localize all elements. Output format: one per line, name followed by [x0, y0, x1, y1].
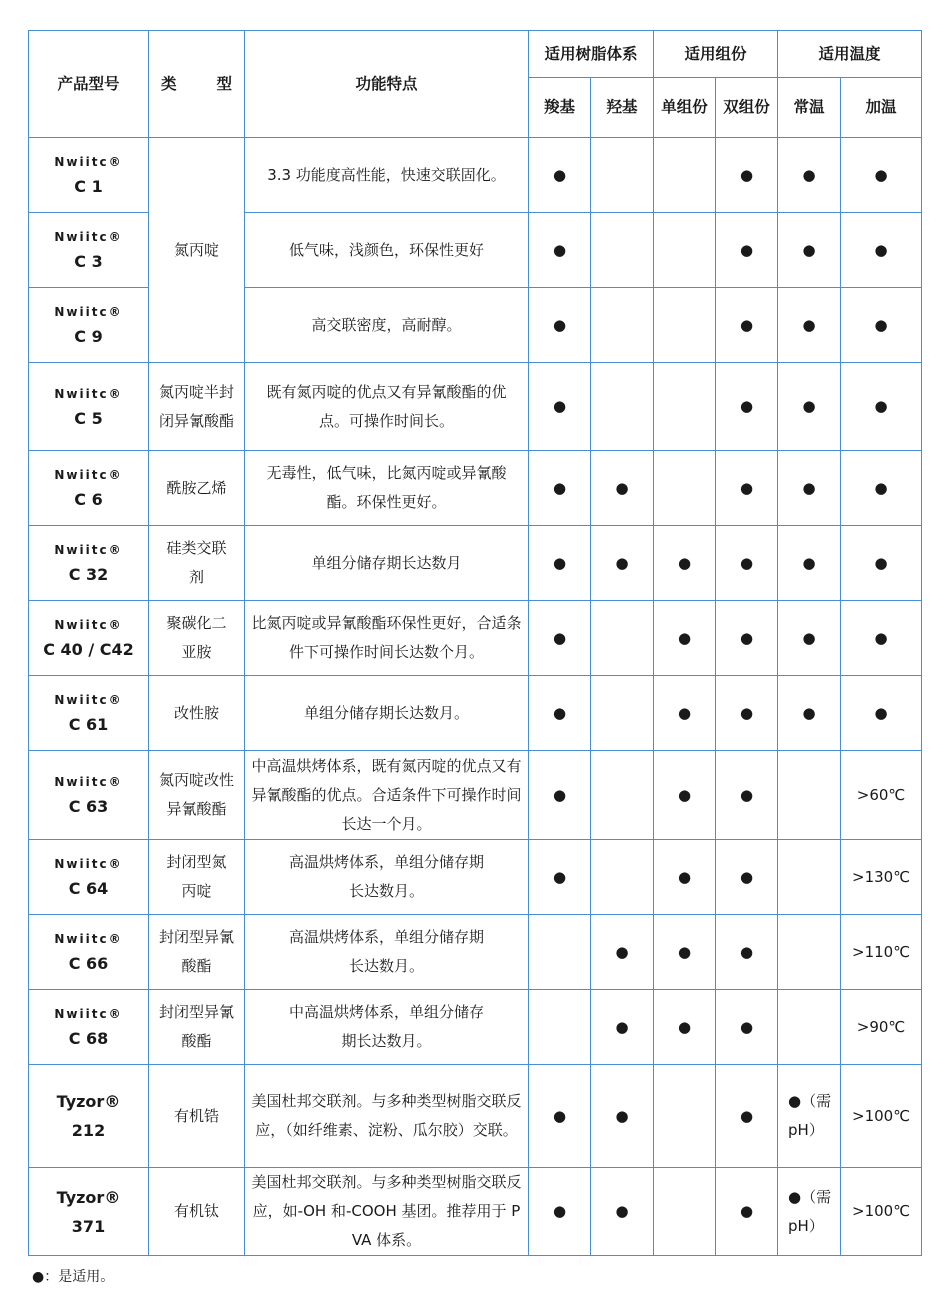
model-cell: Nwiitc® C 6	[29, 451, 149, 526]
header-single: 单组份	[654, 78, 716, 138]
table-row	[29, 363, 922, 451]
type-cell: 聚碳化二亚胺	[149, 601, 245, 676]
model-cell: Nwiitc® C 1	[29, 138, 149, 213]
feature-cell: 美国杜邦交联剂。与多种类型树脂交联反应，（如纤维素、淀粉、瓜尔胶）交联。	[245, 1065, 529, 1168]
hydroxyl-cell	[591, 676, 654, 751]
carboxyl-cell: ●	[529, 840, 591, 915]
header-model: 产品型号	[29, 31, 149, 138]
model-cell: Nwiitc® C 61	[29, 676, 149, 751]
carboxyl-cell: ●	[529, 676, 591, 751]
hydroxyl-cell	[591, 138, 654, 213]
feature-cell: 既有氮丙啶的优点又有异氰酸酯的优点。可操作时间长。	[245, 363, 529, 451]
hydroxyl-cell: ●	[591, 1065, 654, 1168]
type-cell: 氮丙啶	[149, 138, 245, 363]
single-cell	[654, 1065, 716, 1168]
model-cell: Nwiitc® C 64	[29, 840, 149, 915]
carboxyl-cell: ●	[529, 451, 591, 526]
carboxyl-cell: ●	[529, 288, 591, 363]
double-cell: ●	[716, 1065, 778, 1168]
carboxyl-cell: ●	[529, 213, 591, 288]
hydroxyl-cell: ●	[591, 526, 654, 601]
double-cell: ●	[716, 840, 778, 915]
header-row-1	[29, 31, 922, 78]
header-carboxyl: 羧基	[529, 78, 591, 138]
normal-temp-cell: ●	[778, 451, 841, 526]
header-type: 类 型	[149, 31, 245, 138]
normal-temp-cell: ●（需pH）	[778, 1168, 841, 1256]
feature-cell: 美国杜邦交联剂。与多种类型树脂交联反应，如-OH 和-COOH 基团。推荐用于 PVA 体系。	[245, 1168, 529, 1256]
header-feature: 功能特点	[245, 31, 529, 138]
feature-cell: 低气味，浅颜色，环保性更好	[245, 213, 529, 288]
double-cell: ●	[716, 676, 778, 751]
feature-cell: 高温烘烤体系，单组分储存期长达数月。	[245, 915, 529, 990]
heating-cell: ●	[841, 213, 922, 288]
heating-cell: >110℃	[841, 915, 922, 990]
carboxyl-cell: ●	[529, 526, 591, 601]
double-cell: ●	[716, 526, 778, 601]
type-cell: 改性胺	[149, 676, 245, 751]
heating-cell: ●	[841, 526, 922, 601]
single-cell: ●	[654, 915, 716, 990]
hydroxyl-cell	[591, 601, 654, 676]
hydroxyl-cell	[591, 213, 654, 288]
carboxyl-cell: ●	[529, 1168, 591, 1256]
header-resin-group: 适用树脂体系	[529, 31, 654, 78]
type-cell: 封闭型异氰酸酯	[149, 990, 245, 1065]
heating-cell: >60℃	[841, 751, 922, 840]
normal-temp-cell: ●	[778, 363, 841, 451]
model-cell: Nwiitc® C 5	[29, 363, 149, 451]
single-cell	[654, 138, 716, 213]
hydroxyl-cell	[591, 751, 654, 840]
model-cell: Nwiitc® C 32	[29, 526, 149, 601]
single-cell	[654, 213, 716, 288]
type-cell: 有机钛	[149, 1168, 245, 1256]
carboxyl-cell: ●	[529, 1065, 591, 1168]
hydroxyl-cell: ●	[591, 1168, 654, 1256]
heating-cell: >90℃	[841, 990, 922, 1065]
normal-temp-cell: ●	[778, 138, 841, 213]
feature-cell: 3.3 功能度高性能，快速交联固化。	[245, 138, 529, 213]
header-component-group: 适用组份	[654, 31, 778, 78]
table-row	[29, 1168, 922, 1256]
carboxyl-cell	[529, 990, 591, 1065]
hydroxyl-cell	[591, 840, 654, 915]
heating-cell: ●	[841, 138, 922, 213]
feature-cell: 单组分储存期长达数月	[245, 526, 529, 601]
double-cell: ●	[716, 1168, 778, 1256]
type-cell: 酰胺乙烯	[149, 451, 245, 526]
table-row	[29, 915, 922, 990]
type-cell: 封闭型异氰酸酯	[149, 915, 245, 990]
feature-cell: 高温烘烤体系，单组分储存期长达数月。	[245, 840, 529, 915]
hydroxyl-cell	[591, 363, 654, 451]
type-cell: 封闭型氮丙啶	[149, 840, 245, 915]
model-cell: Nwiitc® C 9	[29, 288, 149, 363]
carboxyl-cell: ●	[529, 751, 591, 840]
single-cell: ●	[654, 751, 716, 840]
feature-cell: 高交联密度，高耐醇。	[245, 288, 529, 363]
hydroxyl-cell: ●	[591, 451, 654, 526]
double-cell: ●	[716, 213, 778, 288]
single-cell	[654, 1168, 716, 1256]
model-cell: Nwiitc® C 40 / C42	[29, 601, 149, 676]
single-cell: ●	[654, 676, 716, 751]
model-cell: Nwiitc® C 68	[29, 990, 149, 1065]
feature-cell: 中高温烘烤体系，既有氮丙啶的优点又有异氰酸酯的优点。合适条件下可操作时间长达一个月。	[245, 751, 529, 840]
header-normal-temp: 常温	[778, 78, 841, 138]
double-cell: ●	[716, 138, 778, 213]
footnote: ●：是适用。	[32, 1269, 115, 1285]
header-heating: 加温	[841, 78, 922, 138]
table-row	[29, 990, 922, 1065]
heating-cell: ●	[841, 288, 922, 363]
table-row	[29, 1065, 922, 1168]
normal-temp-cell: ●	[778, 213, 841, 288]
model-cell: Nwiitc® C 3	[29, 213, 149, 288]
hydroxyl-cell	[591, 288, 654, 363]
table-row	[29, 451, 922, 526]
single-cell	[654, 363, 716, 451]
table-row	[29, 138, 922, 213]
type-cell: 氮丙啶半封闭异氰酸酯	[149, 363, 245, 451]
double-cell: ●	[716, 451, 778, 526]
product-table	[28, 30, 922, 1256]
heating-cell: ●	[841, 601, 922, 676]
carboxyl-cell: ●	[529, 601, 591, 676]
table-row	[29, 840, 922, 915]
normal-temp-cell: ●	[778, 601, 841, 676]
carboxyl-cell: ●	[529, 138, 591, 213]
double-cell: ●	[716, 990, 778, 1065]
double-cell: ●	[716, 601, 778, 676]
double-cell: ●	[716, 915, 778, 990]
feature-cell: 中高温烘烤体系，单组分储存期长达数月。	[245, 990, 529, 1065]
header-hydroxyl: 羟基	[591, 78, 654, 138]
normal-temp-cell: ●	[778, 288, 841, 363]
type-cell: 硅类交联剂	[149, 526, 245, 601]
hydroxyl-cell: ●	[591, 990, 654, 1065]
carboxyl-cell	[529, 915, 591, 990]
normal-temp-cell: ●	[778, 526, 841, 601]
header-double: 双组份	[716, 78, 778, 138]
feature-cell: 无毒性，低气味，比氮丙啶或异氰酸酯。环保性更好。	[245, 451, 529, 526]
carboxyl-cell: ●	[529, 363, 591, 451]
double-cell: ●	[716, 363, 778, 451]
heating-cell: >130℃	[841, 840, 922, 915]
single-cell: ●	[654, 840, 716, 915]
normal-temp-cell: ●	[778, 676, 841, 751]
feature-cell: 比氮丙啶或异氰酸酯环保性更好，合适条件下可操作时间长达数个月。	[245, 601, 529, 676]
table-row	[29, 526, 922, 601]
table-row	[29, 601, 922, 676]
table-row	[29, 751, 922, 840]
table-row	[29, 676, 922, 751]
normal-temp-cell	[778, 840, 841, 915]
heating-cell: ●	[841, 451, 922, 526]
heating-cell: ●	[841, 676, 922, 751]
single-cell: ●	[654, 526, 716, 601]
heating-cell: ●	[841, 363, 922, 451]
heating-cell: >100℃	[841, 1065, 922, 1168]
single-cell: ●	[654, 990, 716, 1065]
header-temp-group: 适用温度	[778, 31, 922, 78]
single-cell	[654, 451, 716, 526]
normal-temp-cell	[778, 990, 841, 1065]
model-cell: Tyzor® 212	[29, 1065, 149, 1168]
normal-temp-cell: ●（需pH）	[778, 1065, 841, 1168]
double-cell: ●	[716, 751, 778, 840]
single-cell	[654, 288, 716, 363]
normal-temp-cell	[778, 915, 841, 990]
model-cell: Nwiitc® C 66	[29, 915, 149, 990]
single-cell: ●	[654, 601, 716, 676]
model-cell: Tyzor® 371	[29, 1168, 149, 1256]
model-cell: Nwiitc® C 63	[29, 751, 149, 840]
normal-temp-cell	[778, 751, 841, 840]
hydroxyl-cell: ●	[591, 915, 654, 990]
double-cell: ●	[716, 288, 778, 363]
feature-cell: 单组分储存期长达数月。	[245, 676, 529, 751]
type-cell: 有机锆	[149, 1065, 245, 1168]
heating-cell: >100℃	[841, 1168, 922, 1256]
type-cell: 氮丙啶改性异氰酸酯	[149, 751, 245, 840]
